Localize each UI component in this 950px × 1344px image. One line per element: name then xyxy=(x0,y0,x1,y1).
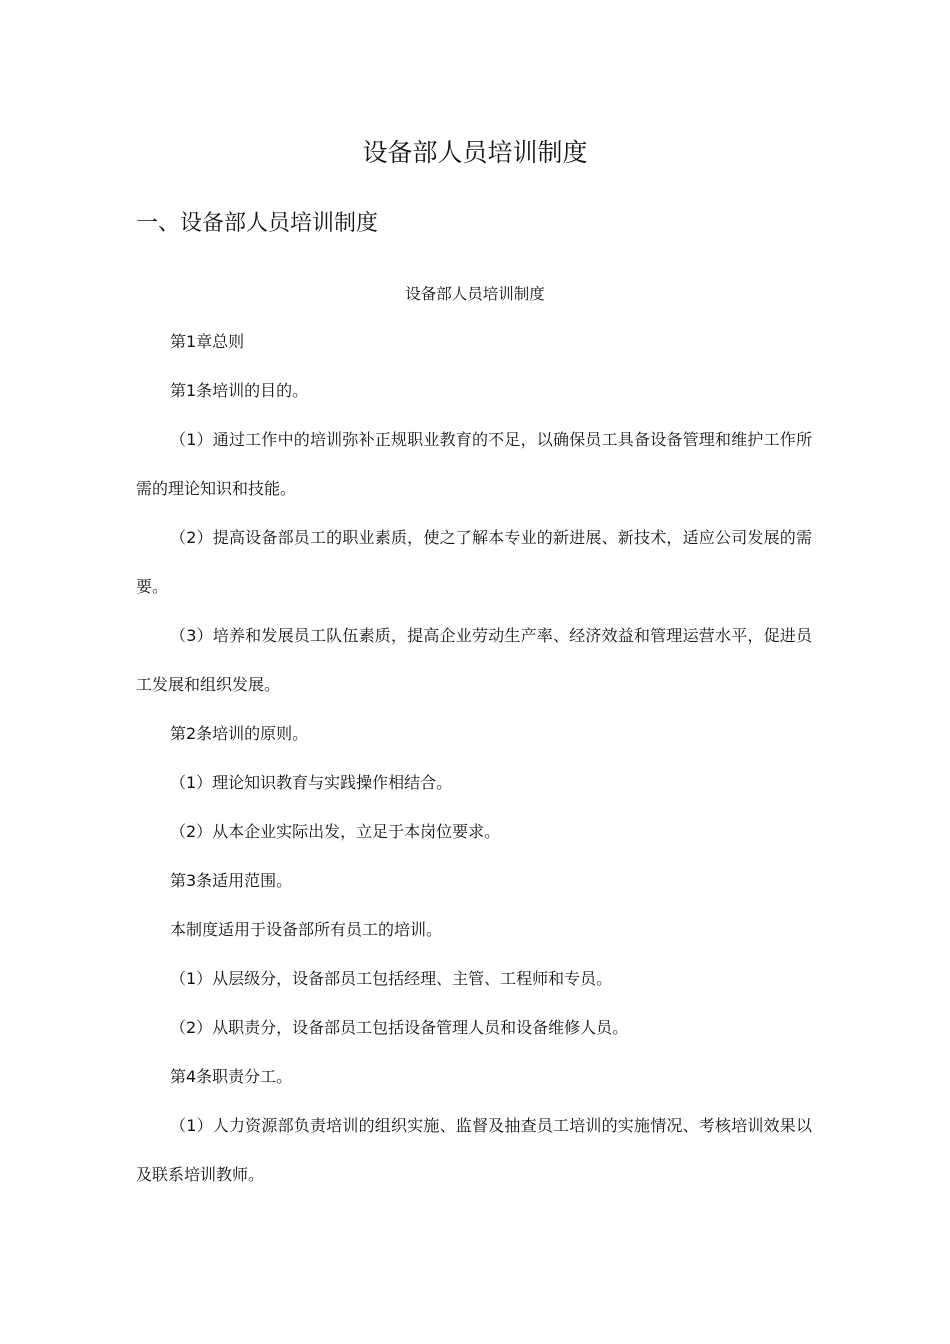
article-heading: 第3条适用范围。 xyxy=(170,871,293,890)
list-item: （1）理论知识教育与实践操作相结合。 xyxy=(170,773,453,792)
list-item: （2）从本企业实际出发，立足于本岗位要求。 xyxy=(170,822,501,841)
list-item: （3）培养和发展员工队伍素质，提高企业劳动生产率、经济效益和管理运营水平，促进员工发展和组织发展。 xyxy=(136,626,812,694)
list-item: （2）从职责分，设备部员工包括设备管理人员和设备维修人员。 xyxy=(170,1018,629,1037)
sub-title: 设备部人员培训制度 xyxy=(405,285,545,303)
list-item: （1）通过工作中的培训弥补正规职业教育的不足，以确保员工具备设备管理和维护工作所需的理论知识和技能。 xyxy=(136,430,812,498)
article-heading: 第1条培训的目的。 xyxy=(170,381,309,400)
document-title: 设备部人员培训制度 xyxy=(362,138,588,167)
list-item: （1）人力资源部负责培训的组织实施、监督及抽查员工培训的实施情况、考核培训效果以及联系培训教师。 xyxy=(136,1116,812,1184)
section-heading: 一、设备部人员培训制度 xyxy=(136,211,379,236)
chapter-heading: 第1章总则 xyxy=(170,332,245,351)
article-heading: 第2条培训的原则。 xyxy=(170,724,309,743)
document-body xyxy=(136,317,812,1199)
list-item: （2）提高设备部员工的职业素质，使之了解本专业的新进展、新技术，适应公司发展的需要。 xyxy=(136,528,812,596)
list-item: （1）从层级分，设备部员工包括经理、主管、工程师和专员。 xyxy=(170,969,613,988)
paragraph: 本制度适用于设备部所有员工的培训。 xyxy=(170,920,443,939)
article-heading: 第4条职责分工。 xyxy=(170,1067,293,1086)
